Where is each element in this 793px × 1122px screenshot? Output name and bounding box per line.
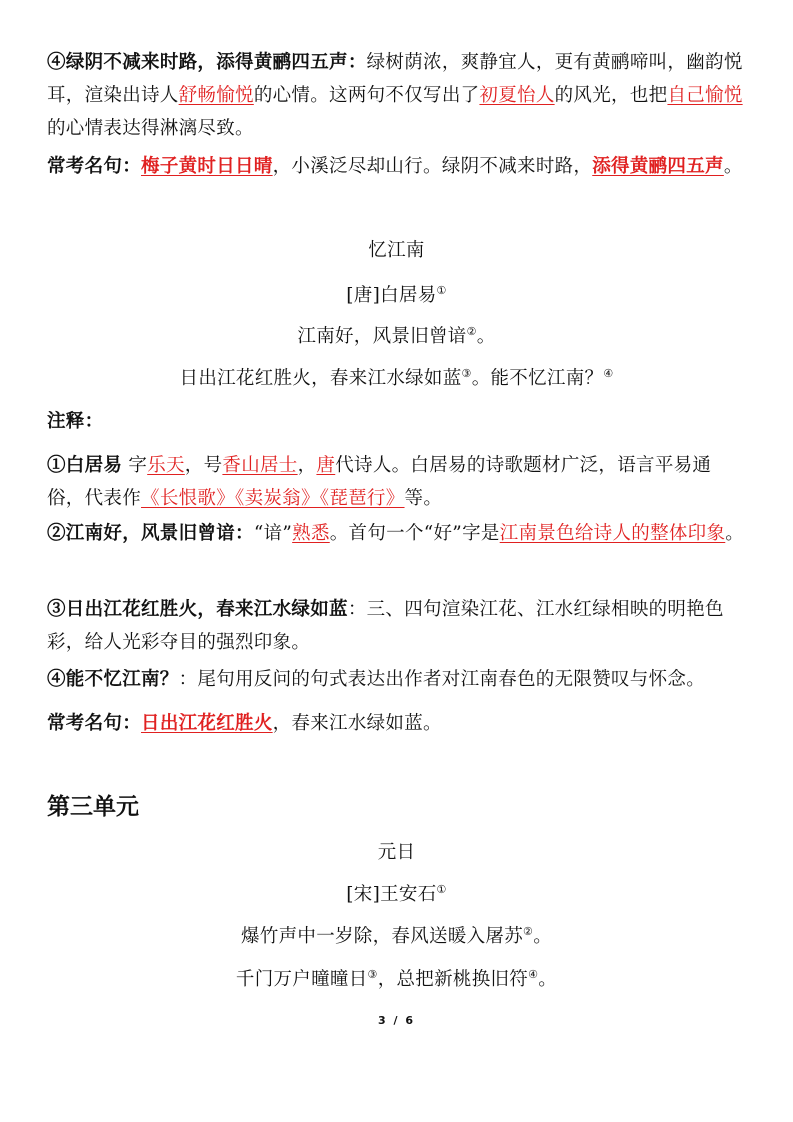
note-text: 。 — [725, 523, 745, 544]
famous-lines-2 — [47, 707, 747, 740]
poem-author — [0, 880, 793, 910]
famous-lines-text: ，小溪泛尽却山行。绿阴不减来时路， — [272, 156, 593, 177]
poem-line-text: ，总把新桃换旧符 — [377, 969, 529, 990]
note-4 — [47, 663, 747, 696]
annotation-paragraph-4 — [47, 46, 747, 145]
famous-lines-label: 常考名句： — [47, 713, 142, 734]
note-text: ，号 — [184, 455, 223, 476]
section-title: 第三单元 — [47, 793, 139, 820]
poem-author — [0, 281, 793, 311]
poem-line-1 — [0, 922, 793, 952]
footnote-marker: ④ — [603, 366, 614, 380]
footnote-marker: ① — [436, 283, 447, 297]
key-point: 添得黄鹂四五声 — [592, 156, 724, 177]
poem-line-text: 。能不忆江南？ — [471, 368, 604, 389]
note-lead: ②江南好，风景旧曾谙： — [47, 523, 254, 544]
note-lead: ④能不忆江南？ — [47, 669, 179, 690]
note-text: “谙” — [253, 523, 293, 544]
famous-lines-text: 。 — [723, 156, 743, 177]
key-point: 舒畅愉悦 — [178, 85, 254, 106]
poem-author-name: [唐]白居易 — [346, 285, 437, 306]
annotation-text: 的心情。这两句不仅写出了 — [253, 85, 480, 106]
note-1 — [47, 449, 747, 515]
key-point: 江南景色给诗人的整体印象 — [499, 523, 726, 544]
poem-line-text: 江南好，风景旧曾谙 — [297, 326, 467, 347]
note-text: 字 — [122, 455, 148, 476]
poem-line-2 — [0, 364, 793, 394]
note-text: ， — [297, 455, 317, 476]
poem-line-text: 爆竹声中一岁除，春风送暖入屠苏 — [241, 926, 524, 947]
annotation-text: 的风光，也把 — [554, 85, 668, 106]
key-point: 《长恨歌》《卖炭翁》《琵琶行》 — [141, 488, 405, 509]
footnote-marker: ② — [523, 924, 534, 938]
poem-line-2 — [0, 965, 793, 995]
poem-line-1 — [0, 322, 793, 352]
famous-lines-text: ，春来江水绿如蓝。 — [272, 713, 442, 734]
famous-lines-label: 常考名句： — [47, 156, 142, 177]
annotation-text: 绿树荫浓，爽静宜人，更有黄鹂啼叫，幽韵悦耳，渲染出诗人 — [47, 52, 743, 106]
key-point: 香山居士 — [222, 455, 298, 476]
note-text: 代诗人。白居易的诗歌题材广泛，语言平易通俗，代表作 — [47, 455, 712, 509]
note-text: 等。 — [404, 488, 443, 509]
note-text: ：尾句用反问的句式表达出作者对江南春色的无限赞叹与怀念。 — [178, 669, 706, 690]
annotation-lead: 绿阴不减来时路，添得黄鹂四五声： — [65, 52, 367, 73]
note-lead: ③日出江花红胜火，春来江水绿如蓝 — [47, 599, 348, 620]
footnote-marker: ② — [466, 324, 477, 338]
key-point: 乐天 — [147, 455, 185, 476]
poem-line-text: 日出江花红胜火，春来江水绿如蓝 — [179, 368, 462, 389]
key-point: 熟悉 — [292, 523, 330, 544]
poem-author-name: [宋]王安石 — [346, 884, 437, 905]
key-point: 初夏怡人 — [479, 85, 555, 106]
poem-line-text: 。 — [476, 326, 496, 347]
footnote-marker: ① — [436, 882, 447, 896]
note-text: ：三、四句渲染江花、江水红绿相映的明艳色彩，给人光彩夺目的强烈印象。 — [47, 599, 724, 653]
page-number: 3 / 6 — [378, 1014, 415, 1027]
note-lead: ①白居易 — [47, 455, 123, 476]
notes-label-text: 注释： — [47, 411, 104, 432]
footnote-marker: ④ — [528, 967, 539, 981]
key-point: 自己愉悦 — [667, 85, 743, 106]
key-point: 梅子黄时日日晴 — [141, 156, 273, 177]
famous-lines-1 — [47, 150, 747, 183]
notes-label — [47, 405, 747, 438]
note-text: 。首句一个“好”字是 — [329, 523, 500, 544]
footnote-marker: ③ — [367, 967, 378, 981]
note-2 — [47, 517, 747, 550]
note-3 — [47, 593, 747, 659]
poem-line-text: 千门万户曈曈日 — [235, 969, 368, 990]
key-point: 唐 — [316, 455, 336, 476]
poem-line-text: 。 — [538, 969, 558, 990]
poem-title: 元日 — [377, 842, 416, 863]
poem-line-text: 。 — [533, 926, 552, 947]
annotation-text: 的心情表达得淋漓尽致。 — [47, 118, 254, 139]
footnote-marker: ③ — [461, 366, 472, 380]
poem-title: 忆江南 — [368, 240, 425, 261]
key-point: 日出江花红胜火 — [141, 713, 273, 734]
annotation-number: ④ — [47, 52, 66, 73]
